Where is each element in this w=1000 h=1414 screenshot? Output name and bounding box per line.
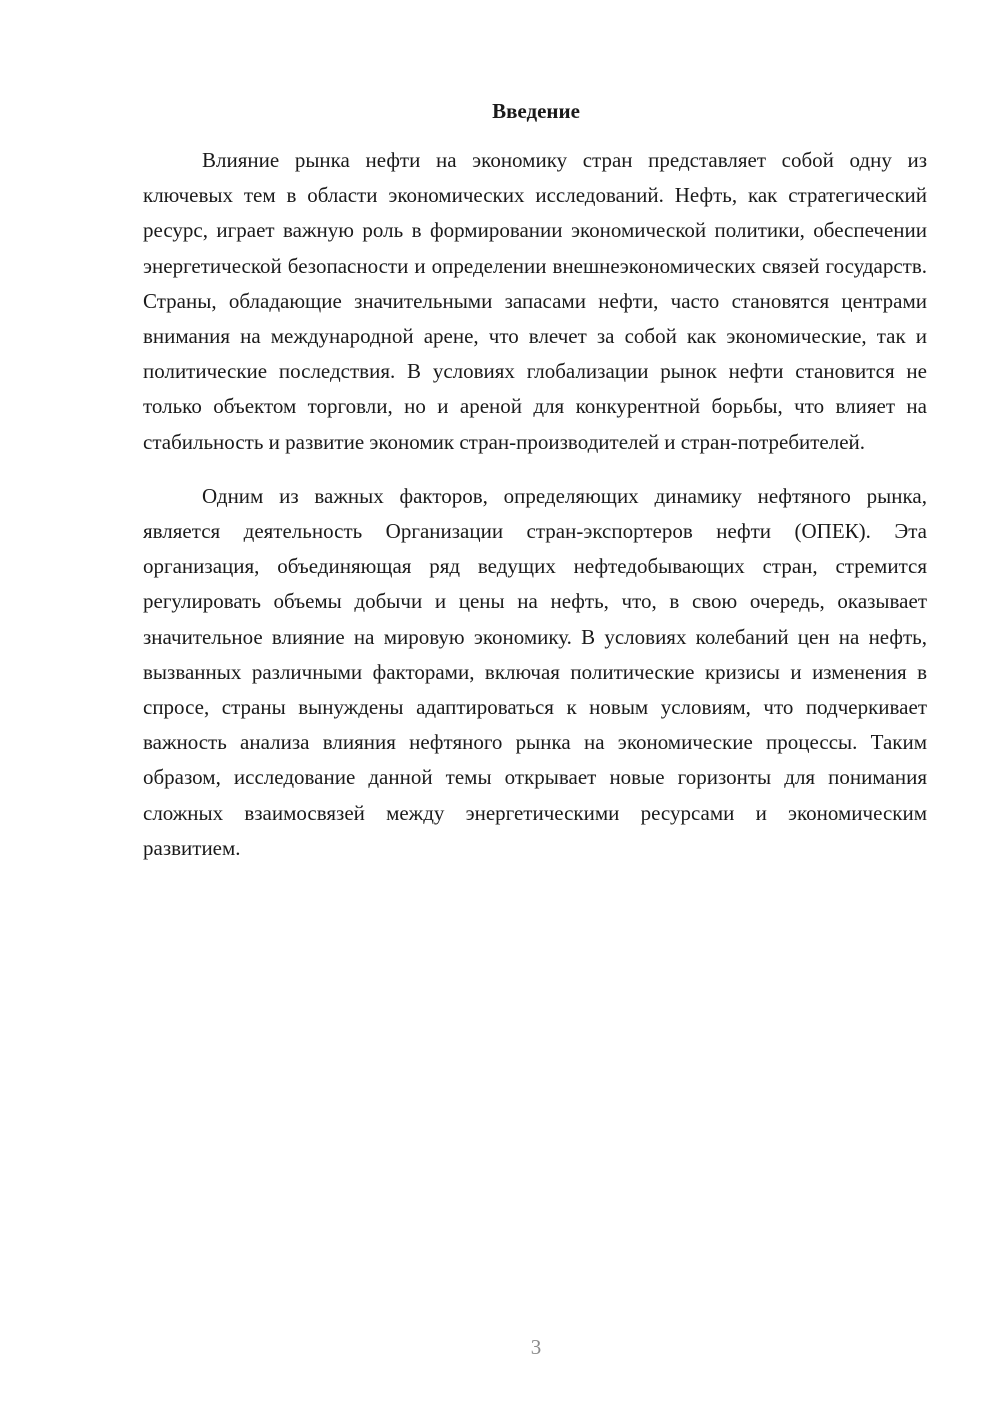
section-heading: Введение — [492, 99, 580, 123]
page-number: 3 — [530, 1335, 542, 1359]
paragraph: Влияние рынка нефти на экономику стран представляет собой одну из ключевых тем в области экономических исследований. Нефть, как стратегический ресурс, играет важную роль в формировании экономической политики, обеспечении энергетической безопасности и определении внешнеэкономических связей государств. Страны, обладающие значительными запасами нефти, часто становятся центрами внимания на международной арене, что влечет за собой как экономические, так и политические последствия. В условиях глобализации рынок нефти становится не только объектом торговли, но и ареной для конкурентной борьбы, что влияет на стабильность и развитие экономик стран-производителей и стран-потребителей. — [143, 148, 927, 454]
body-text — [143, 143, 927, 866]
paragraph: Одним из важных факторов, определяющих динамику нефтяного рынка, является деятельность Организации стран-экспортеров нефти (ОПЕК). Эта организация, объединяющая ряд ведущих нефтедобывающих стран, стремится регулировать объемы добычи и цены на нефть, что, в свою очередь, оказывает значительное влияние на мировую экономику. В условиях колебаний цен на нефть, вызванных различными факторами, включая политические кризисы и изменения в спросе, страны вынуждены адаптироваться к новым условиям, что подчеркивает важность анализа влияния нефтяного рынка на экономические процессы. Таким образом, исследование данной темы открывает новые горизонты для понимания сложных взаимосвязей между энергетическими ресурсами и экономическим развитием. — [143, 483, 927, 860]
